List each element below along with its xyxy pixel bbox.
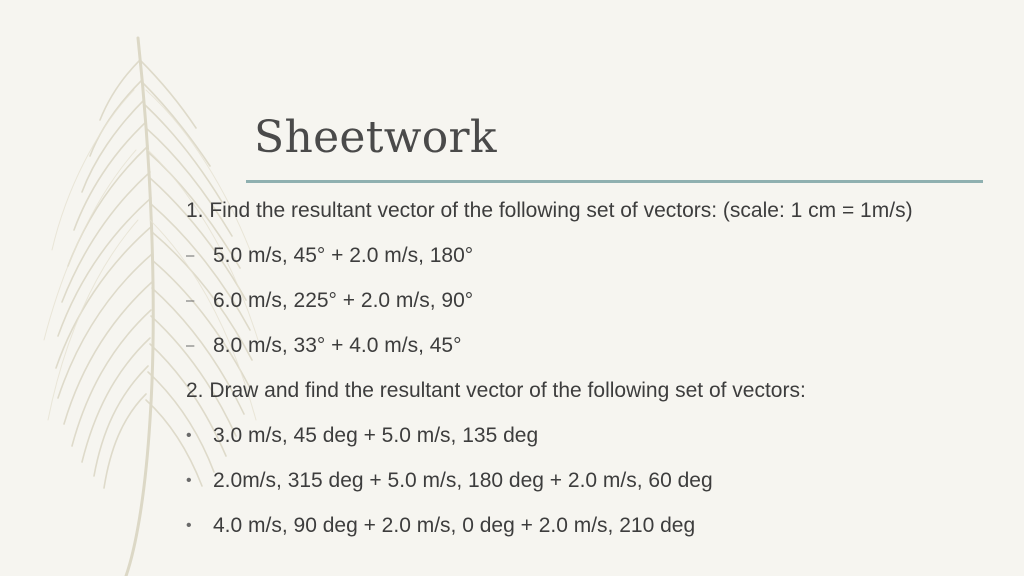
bullet-icon: • <box>186 517 192 534</box>
list-item <box>186 509 976 542</box>
section-1-heading: 1. Find the resultant vector of the following set of vectors: (scale: 1 cm = 1m/s) <box>186 199 913 222</box>
section-2-heading: 2. Draw and find the resultant vector of the following set of vectors: <box>186 379 806 402</box>
list-item <box>186 284 976 317</box>
list-item-text: 5.0 m/s, 45° + 2.0 m/s, 180° <box>213 244 474 267</box>
sheetwork-content <box>186 194 976 554</box>
title-divider <box>246 180 983 183</box>
list-item-text: 8.0 m/s, 33° + 4.0 m/s, 45° <box>213 334 462 357</box>
list-item-text: 4.0 m/s, 90 deg + 2.0 m/s, 0 deg + 2.0 m/s, 210 deg <box>213 514 696 537</box>
list-item <box>186 419 976 452</box>
dash-icon: – <box>186 247 195 264</box>
dash-icon: – <box>186 292 195 309</box>
page-title: Sheetwork <box>254 112 497 163</box>
list-item-text: 6.0 m/s, 225° + 2.0 m/s, 90° <box>213 289 474 312</box>
dash-icon: – <box>186 337 195 354</box>
bullet-icon: • <box>186 427 192 444</box>
bullet-icon: • <box>186 472 192 489</box>
list-item <box>186 239 976 272</box>
list-item <box>186 329 976 362</box>
list-item <box>186 464 976 497</box>
list-item-text: 3.0 m/s, 45 deg + 5.0 m/s, 135 deg <box>213 424 539 447</box>
list-item-text: 2.0m/s, 315 deg + 5.0 m/s, 180 deg + 2.0 m/s, 60 deg <box>213 469 713 492</box>
